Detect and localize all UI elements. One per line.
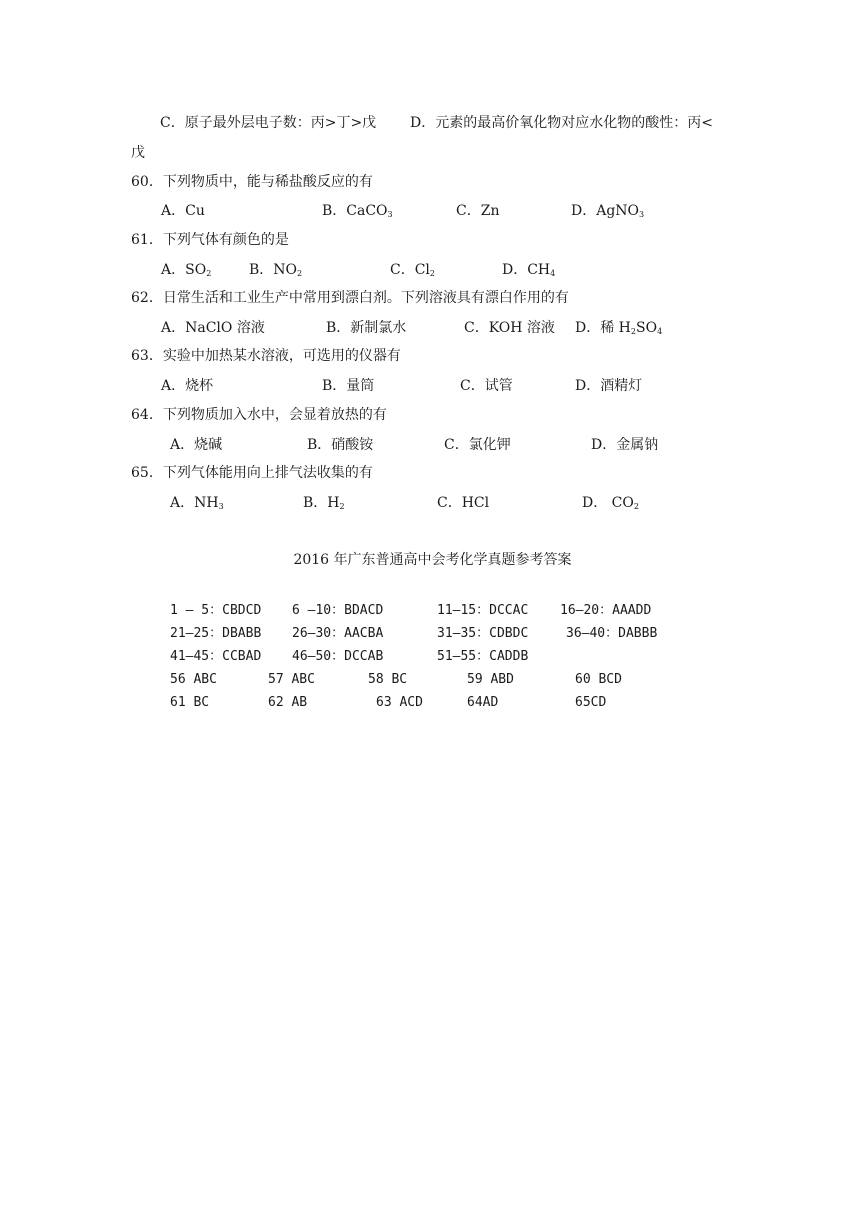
answer-option: D．AgNO$_3$ [571,203,645,219]
question-stem: 61．下列气体有颜色的是 [131,232,289,248]
answer-option: A．$SO_2$ [161,262,212,278]
question-stem: 60．下列物质中，能与稀盐酸反应的有 [131,174,373,190]
answer-option: A．Cu [161,203,205,219]
answer-entry: 21—25：DBABB [170,626,262,641]
answer-option: D．酒精灯 [575,378,643,394]
q59-option-c: C．原子最外层电子数：丙>丁>戊 [160,115,377,131]
question-stem: 62．日常生活和工业生产中常用到漂白剂。下列溶液具有漂白作用的有 [131,290,569,306]
answer-entry: 65CD [575,695,607,710]
answer-entry: 58 BC [368,672,408,687]
answer-option: A．NaClO 溶液 [161,320,265,336]
q59-option-d-wrap: 戊 [131,145,145,161]
answer-entry: 6 —10：BDACD [292,603,384,618]
answer-option: D．金属钠 [591,437,659,453]
answer-entry: 41—45：CCBAD [170,649,262,664]
answer-option: B．新制氯水 [326,320,407,336]
answer-entry: 16—20：AAADD [560,603,652,618]
answer-entry: 11—15：DCCAC [437,603,529,618]
answer-entry: 46—50：DCCAB [292,649,384,664]
answer-option: C．HCl [437,495,490,511]
question-stem: 63．实验中加热某水溶液，可选用的仪器有 [131,348,401,364]
answer-option: A．$NH_3$ [170,495,224,511]
answer-entry: 31—35：CDBDC [437,626,529,641]
answer-entry: 61 BC [170,695,210,710]
answer-entry: 1 — 5：CBDCD [170,603,262,618]
answer-entry: 36—40：DABBB [566,626,658,641]
answer-option: A．烧碱 [170,437,223,453]
answer-option: C．试管 [460,378,513,394]
answer-key-title: 2016 年广东普通高中会考化学真题参考答案 [293,552,572,568]
answer-option: A．烧杯 [161,378,214,394]
answer-option: B．CaCO$_3$ [322,203,393,219]
answer-option: B．量筒 [322,378,375,394]
answer-entry: 60 BCD [575,672,622,687]
answer-option: D．稀 $H_2SO_4$ [575,320,663,336]
q59-option-d: D．元素的最高价氧化物对应水化物的酸性：丙< [410,115,713,131]
answer-entry: 57 ABC [268,672,315,687]
answer-option: B．硝酸铵 [307,437,374,453]
question-stem: 65．下列气体能用向上排气法收集的有 [131,465,373,481]
answer-entry: 62 AB [268,695,308,710]
answer-option: C．$Cl_2$ [390,262,435,278]
answer-option: B．$H_2$ [303,495,345,511]
answer-entry: 64AD [467,695,499,710]
answer-option: C．氯化钾 [444,437,511,453]
answer-entry: 56 ABC [170,672,217,687]
answer-entry: 63 ACD [376,695,423,710]
question-stem: 64．下列物质加入水中，会显着放热的有 [131,407,387,423]
answer-option: C．KOH 溶液 [464,320,555,336]
answer-option: D． $CO_2$ [582,495,639,511]
answer-option: C．Zn [456,203,500,219]
answer-entry: 59 ABD [467,672,514,687]
answer-entry: 51—55：CADDB [437,649,529,664]
answer-option: B．$NO_2$ [249,262,303,278]
answer-entry: 26—30：AACBA [292,626,384,641]
answer-option: D．$CH_4$ [502,262,556,278]
